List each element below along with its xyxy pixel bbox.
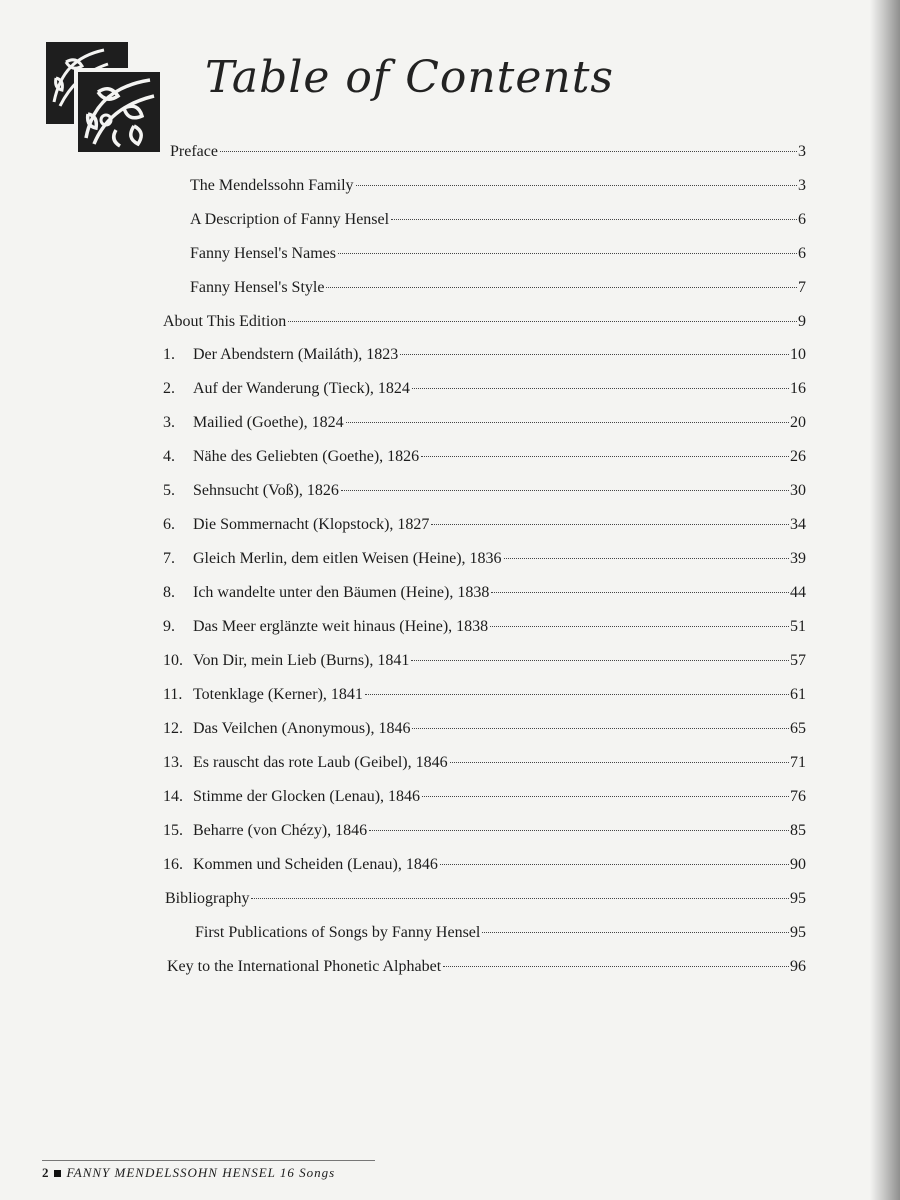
toc-entry-number: 3. — [163, 414, 175, 431]
dot-leader — [491, 592, 789, 593]
toc-entry-number: 16. — [163, 856, 183, 873]
toc-entry-page: 9 — [798, 313, 806, 330]
toc-entry-page: 44 — [790, 584, 806, 601]
toc-entry-number: 14. — [163, 788, 183, 805]
toc-entry — [163, 514, 806, 536]
page-footer — [42, 1160, 375, 1181]
toc-entry-number: 4. — [163, 448, 175, 465]
toc-entry-title: The Mendelssohn Family — [190, 177, 354, 194]
toc-entry — [163, 344, 806, 366]
toc-entry-title: Key to the International Phonetic Alphabet — [167, 958, 442, 975]
dot-leader — [504, 558, 789, 559]
toc-entry-page: 95 — [790, 890, 806, 907]
dot-leader — [220, 151, 797, 152]
toc-entry-page: 96 — [790, 958, 806, 975]
toc-entry-title: Von Dir, mein Lieb (Burns), 1841 — [193, 652, 410, 669]
toc-entry-title: Fanny Hensel's Names — [190, 245, 336, 262]
toc-entry — [167, 956, 806, 978]
dot-leader — [365, 694, 789, 695]
toc-entry — [195, 922, 806, 944]
toc-entry-page: 71 — [790, 754, 806, 771]
toc-entry-page: 39 — [790, 550, 806, 567]
toc-entry-number: 8. — [163, 584, 175, 601]
toc-entry-page: 51 — [790, 618, 806, 635]
toc-entry — [163, 650, 806, 672]
toc-entry — [163, 311, 806, 333]
dot-leader — [400, 354, 789, 355]
toc-entry-page: 34 — [790, 516, 806, 533]
toc-entry — [163, 616, 806, 638]
dot-leader — [450, 762, 789, 763]
toc-entry-title: Totenklage (Kerner), 1841 — [193, 686, 363, 703]
toc-entry-page: 57 — [790, 652, 806, 669]
toc-entry-title: Fanny Hensel's Style — [190, 279, 325, 296]
toc-entry-title: A Description of Fanny Hensel — [190, 211, 390, 228]
toc-entry-page: 90 — [790, 856, 806, 873]
toc-entry-page: 10 — [790, 346, 806, 363]
toc-entry — [163, 480, 806, 502]
toc-entry-title: Bibliography — [165, 890, 250, 907]
toc-entry — [163, 412, 806, 434]
toc-entry — [163, 582, 806, 604]
toc-entry-title: Beharre (von Chézy), 1846 — [193, 822, 368, 839]
toc-entry-number: 15. — [163, 822, 183, 839]
dot-leader — [288, 321, 797, 322]
toc-entry — [190, 277, 806, 299]
toc-entry-title: Sehnsucht (Voß), 1826 — [193, 482, 339, 499]
toc-entry — [163, 854, 806, 876]
toc-entry-number: 6. — [163, 516, 175, 533]
dot-leader — [412, 388, 789, 389]
dot-leader — [431, 524, 789, 525]
toc-entry-number: 13. — [163, 754, 183, 771]
toc-entry-title: Der Abendstern (Mailáth), 1823 — [193, 346, 399, 363]
toc-entry-number: 10. — [163, 652, 183, 669]
toc-entry — [163, 548, 806, 570]
toc-entry — [163, 820, 806, 842]
toc-entry-title: Auf der Wanderung (Tieck), 1824 — [193, 380, 410, 397]
footer-page-number: 2 — [42, 1165, 49, 1180]
toc-entry — [163, 718, 806, 740]
toc-entry — [165, 888, 806, 910]
toc-entry — [190, 175, 806, 197]
toc-entry-title: Das Meer erglänzte weit hinaus (Heine), 1838 — [193, 618, 489, 635]
dot-leader — [346, 422, 789, 423]
dot-leader — [440, 864, 789, 865]
toc-entry-page: 20 — [790, 414, 806, 431]
toc-entry-title: Gleich Merlin, dem eitlen Weisen (Heine), 1836 — [193, 550, 502, 567]
toc-entry — [163, 786, 806, 808]
toc-entry-title: First Publications of Songs by Fanny Hensel — [195, 924, 481, 941]
toc-entry-number: 5. — [163, 482, 175, 499]
toc-entry-page: 76 — [790, 788, 806, 805]
toc-entry — [190, 209, 806, 231]
toc-entry — [163, 446, 806, 468]
dot-leader — [411, 660, 789, 661]
toc-entry-number: 9. — [163, 618, 175, 635]
toc-entry — [163, 684, 806, 706]
square-bullet-icon — [54, 1170, 61, 1177]
toc-entry — [190, 243, 806, 265]
toc-entry-title: About This Edition — [163, 313, 287, 330]
toc-entry-number: 11. — [163, 686, 183, 703]
dot-leader — [421, 456, 789, 457]
toc-entry-number: 7. — [163, 550, 175, 567]
dot-leader — [412, 728, 789, 729]
toc-entry-title: Preface — [170, 143, 218, 160]
dot-leader — [356, 185, 797, 186]
toc-entry — [163, 752, 806, 774]
footer-running-title: FANNY MENDELSSOHN HENSEL 16 Songs — [66, 1165, 336, 1180]
toc-entry — [163, 378, 806, 400]
dot-leader — [482, 932, 789, 933]
toc-entry-page: 6 — [798, 211, 806, 228]
dot-leader — [422, 796, 789, 797]
dot-leader — [326, 287, 797, 288]
toc-entry-title: Nähe des Geliebten (Goethe), 1826 — [193, 448, 420, 465]
toc-entry-title: Das Veilchen (Anonymous), 1846 — [193, 720, 411, 737]
toc-entry-page: 6 — [798, 245, 806, 262]
toc-entry-number: 2. — [163, 380, 175, 397]
dot-leader — [490, 626, 789, 627]
dot-leader — [251, 898, 789, 899]
leaf-scroll-ornament-icon — [46, 42, 162, 154]
toc-entry-title: Ich wandelte unter den Bäumen (Heine), 1838 — [193, 584, 490, 601]
toc-entry-title: Die Sommernacht (Klopstock), 1827 — [193, 516, 430, 533]
page-binding-shadow — [870, 0, 900, 1200]
dot-leader — [369, 830, 789, 831]
toc-entry-page: 85 — [790, 822, 806, 839]
toc-entry-page: 30 — [790, 482, 806, 499]
toc-entry-page: 3 — [798, 143, 806, 160]
toc-entry-number: 1. — [163, 346, 175, 363]
dot-leader — [391, 219, 797, 220]
toc-entry-title: Kommen und Scheiden (Lenau), 1846 — [193, 856, 438, 873]
toc-entry-title: Mailied (Goethe), 1824 — [193, 414, 344, 431]
toc-entry-page: 61 — [790, 686, 806, 703]
toc-entry-number: 12. — [163, 720, 183, 737]
toc-entry-page: 16 — [790, 380, 806, 397]
dot-leader — [341, 490, 789, 491]
toc-entry-page: 3 — [798, 177, 806, 194]
toc-entry-page: 26 — [790, 448, 806, 465]
toc-entry-title: Es rauscht das rote Laub (Geibel), 1846 — [193, 754, 448, 771]
toc-entry-page: 7 — [798, 279, 806, 296]
toc-entry-title: Stimme der Glocken (Lenau), 1846 — [193, 788, 421, 805]
toc-entry-page: 95 — [790, 924, 806, 941]
toc-entry — [170, 141, 806, 163]
dot-leader — [443, 966, 789, 967]
page-title: Table of Contents — [205, 52, 615, 103]
toc-entry-page: 65 — [790, 720, 806, 737]
dot-leader — [338, 253, 797, 254]
